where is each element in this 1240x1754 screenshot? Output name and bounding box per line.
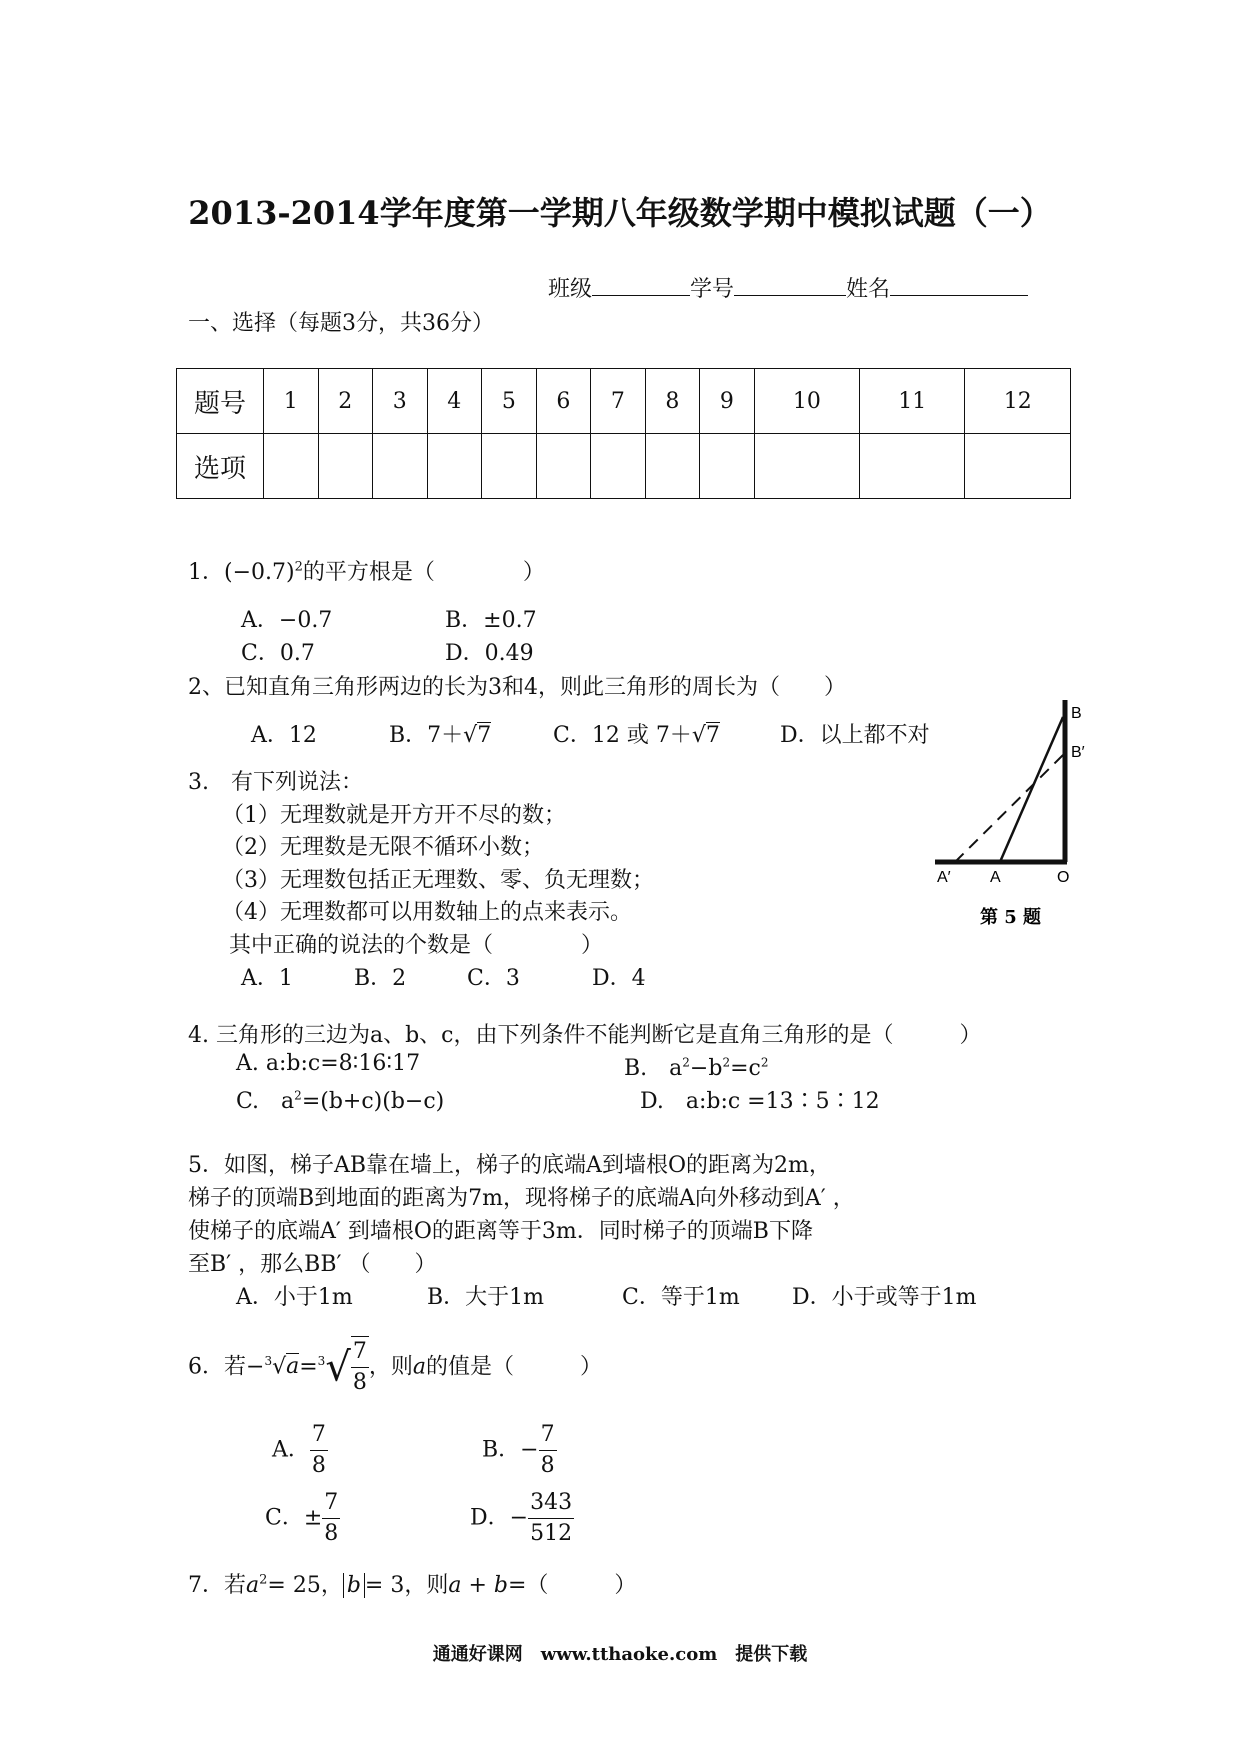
label-b: B — [1071, 705, 1082, 722]
id-label: 学号 — [690, 277, 735, 302]
row-label-number: 题号 — [177, 369, 264, 434]
q2-option-a: A．12 — [251, 723, 317, 748]
q6-option-b — [482, 1420, 557, 1481]
q6-stem-post: ，则 — [368, 1354, 413, 1380]
q3-item-2: （2）无理数是无限不循环小数； — [222, 835, 544, 860]
q6-option-b-sign: − — [520, 1437, 539, 1463]
answer-choice-cell — [318, 434, 373, 499]
q1-stem: 的平方根是（ ） — [302, 560, 545, 585]
answer-choice-cell — [965, 434, 1071, 499]
q7-exp: 2 — [259, 1572, 268, 1588]
question-number-cell: 2 — [318, 369, 373, 434]
q1-option-c: C．0.7 — [241, 641, 315, 666]
frac-den: 8 — [540, 1453, 555, 1478]
q6-option-a — [272, 1420, 328, 1481]
q4-option-a: A. a:b:c=8∶16∶17 — [236, 1051, 421, 1076]
question-number-cell: 3 — [373, 369, 428, 434]
q6-stem-pre: 6．若 — [188, 1354, 246, 1380]
question-1 — [188, 555, 545, 586]
q6-option-c — [265, 1488, 340, 1549]
answer-row-choices — [177, 434, 1071, 499]
question-number-cell: 11 — [860, 369, 965, 434]
q6-option-a-fraction — [310, 1420, 328, 1481]
answer-choice-cell — [373, 434, 428, 499]
answer-row-numbers — [177, 369, 1071, 434]
q6-radicand: a — [286, 1354, 300, 1380]
sqrt-symbol: √ — [463, 723, 478, 748]
q3-option-c: C．3 — [467, 966, 520, 991]
row-label-choice: 选项 — [177, 434, 264, 499]
q6-option-d-label: D． — [470, 1505, 510, 1531]
question-number-cell: 7 — [591, 369, 646, 434]
q5-line-3: 使梯子的底端A′ 到墙根O的距离等于3m．同时梯子的顶端B下降 — [188, 1219, 813, 1244]
q6-option-c-sign: ± — [303, 1505, 323, 1531]
q4-option-b — [624, 1051, 769, 1082]
name-label: 姓名 — [846, 277, 891, 302]
name-blank — [890, 273, 1028, 296]
answer-choice-cell — [700, 434, 755, 499]
question-number-cell: 4 — [427, 369, 482, 434]
ladder-figure — [930, 695, 1100, 945]
id-blank — [734, 273, 846, 296]
q3-option-b: B．2 — [354, 966, 407, 991]
answer-choice-cell — [482, 434, 537, 499]
q7-eq2: = 3，则 — [364, 1573, 449, 1598]
q4-exp: 2 — [722, 1055, 731, 1070]
q6-option-c-label: C． — [265, 1505, 304, 1531]
answer-choice-cell — [645, 434, 700, 499]
q6-option-b-fraction — [539, 1420, 557, 1481]
q3-item-1: （1）无理数就是开方开不尽的数； — [222, 803, 566, 828]
q5-option-b: B．大于1m — [427, 1285, 545, 1310]
q5-line-2: 梯子的顶端B到地面的距离为7m，现将梯子的底端A向外移动到A′ ， — [188, 1186, 855, 1211]
sqrt-symbol: √ — [691, 723, 706, 748]
question-2: 2、已知直角三角形两边的长为3和4，则此三角形的周长为（ ） — [188, 675, 846, 700]
q4-option-b-end: =c — [730, 1056, 761, 1081]
question-number-cell: 8 — [645, 369, 700, 434]
q6-stem-post2: 的值是（ ） — [425, 1354, 602, 1380]
q6-var-a: a — [412, 1354, 426, 1380]
q6-option-b-label: B． — [482, 1437, 521, 1463]
q5-line-4: 至B′ ，那么BB′ （ ） — [188, 1252, 437, 1277]
answer-choice-cell — [264, 434, 319, 499]
q2-option-b-radicand: 7 — [477, 723, 492, 748]
question-number-cell: 10 — [754, 369, 859, 434]
ladder-ab — [1000, 717, 1063, 862]
q4-option-d: D. a:b:c =13∶5∶12 — [640, 1089, 880, 1114]
footer-text: 通通好课网 www.tthaoke.com 提供下载 — [432, 1644, 808, 1665]
label-o: O — [1057, 869, 1070, 886]
q1-option-d: D．0.49 — [445, 641, 534, 666]
q6-frac-den: 8 — [352, 1370, 367, 1396]
cube-root-symbol: √ — [272, 1354, 287, 1380]
q4-option-c — [236, 1084, 444, 1115]
question-number-cell: 5 — [482, 369, 537, 434]
frac-num: 7 — [310, 1420, 328, 1451]
answer-choice-cell — [754, 434, 859, 499]
frac-num: 7 — [539, 1420, 557, 1451]
q4-option-c-text: C. a — [236, 1089, 295, 1114]
q5-line-1: 5．如图，梯子AB靠在墙上，梯子的底端A到墙根O的距离为2m， — [188, 1153, 831, 1178]
question-number-cell: 9 — [700, 369, 755, 434]
q5-option-d: D．小于或等于1m — [792, 1285, 977, 1310]
q4-exp: 2 — [294, 1088, 302, 1103]
q2-option-b-text: B．7＋ — [389, 723, 464, 748]
q6-minus: − — [246, 1354, 265, 1380]
frac-den: 512 — [530, 1521, 573, 1546]
answer-choice-cell — [427, 434, 482, 499]
q7-post: =（ ） — [507, 1573, 637, 1598]
question-4: 4. 三角形的三边为a、b、c，由下列条件不能判断它是直角三角形的是（ ） — [188, 1023, 982, 1048]
question-number-cell: 6 — [536, 369, 591, 434]
answer-choice-cell — [536, 434, 591, 499]
q6-root-index: 3 — [264, 1354, 273, 1368]
answer-choice-cell — [591, 434, 646, 499]
q2-option-c-radicand: 7 — [705, 723, 720, 748]
q3-item-4: （4）无理数都可以用数轴上的点来表示。 — [222, 900, 632, 925]
frac-num: 343 — [528, 1488, 574, 1519]
q6-equals: = — [299, 1354, 318, 1380]
q3-ask: 其中正确的说法的个数是（ ） — [229, 933, 604, 958]
question-number-cell: 12 — [965, 369, 1071, 434]
label-a-prime: A′ — [937, 869, 951, 886]
student-info — [548, 272, 1028, 303]
answer-table — [176, 368, 1071, 499]
q3-item-3: （3）无理数包括正无理数、零、负无理数； — [222, 868, 654, 893]
q1-option-a: A．−0.7 — [241, 608, 333, 633]
question-3: 3. 有下列说法： — [188, 770, 363, 795]
question-6 — [188, 1330, 602, 1398]
q7-var-a: a — [246, 1573, 260, 1598]
q2-option-c-text: C．12 或 7＋ — [553, 723, 692, 748]
frac-num: 7 — [322, 1488, 340, 1519]
label-a: A — [990, 869, 1001, 886]
q6-option-d — [470, 1488, 574, 1549]
q7-pre: 7．若 — [188, 1573, 246, 1598]
q4-option-b-text: B. a — [624, 1056, 683, 1081]
label-b-prime: B′ — [1071, 744, 1085, 761]
q5-option-c: C．等于1m — [622, 1285, 740, 1310]
q7-eq1: = 25， — [267, 1573, 343, 1598]
frac-den: 8 — [324, 1521, 339, 1546]
q1-expression: (−0.7) — [224, 560, 295, 585]
q6-option-d-fraction — [528, 1488, 574, 1549]
q6-fraction — [351, 1336, 369, 1398]
cube-root-symbol-2: √ — [325, 1344, 351, 1391]
section-heading: 一、选择（每题3分，共36分） — [188, 311, 494, 336]
q6-frac-num: 7 — [351, 1337, 369, 1368]
q4-option-b-mid: −b — [689, 1056, 723, 1081]
answer-choice-cell — [860, 434, 965, 499]
class-blank — [592, 273, 690, 296]
q6-option-d-sign: − — [509, 1505, 529, 1531]
figure-caption: 第 5 题 — [980, 907, 1042, 928]
q6-option-c-fraction — [322, 1488, 340, 1549]
q4-exp: 2 — [760, 1055, 769, 1070]
q3-option-d: D．4 — [592, 966, 646, 991]
question-7 — [188, 1568, 636, 1599]
q4-exp: 2 — [682, 1055, 690, 1070]
ladder-a-prime-b-prime — [955, 755, 1063, 862]
q4-option-c-end: =(b+c)(b−c) — [301, 1089, 445, 1114]
q6-root-index-2: 3 — [317, 1354, 326, 1368]
q6-option-a-label: A． — [272, 1437, 310, 1463]
q2-option-d: D．以上都不对 — [780, 723, 930, 748]
q2-option-b — [389, 718, 491, 749]
question-number-cell: 1 — [264, 369, 319, 434]
q3-option-a: A．1 — [241, 966, 293, 991]
class-label: 班级 — [548, 277, 593, 302]
q2-option-c — [553, 718, 720, 749]
q1-number: 1． — [188, 560, 224, 585]
frac-den: 8 — [311, 1453, 326, 1478]
page-title: 2013-2014学年度第一学期八年级数学期中模拟试题（一） — [188, 194, 1052, 232]
q1-exponent: 2 — [294, 559, 303, 575]
q7-abs-b: b — [343, 1573, 365, 1598]
q5-option-a: A．小于1m — [236, 1285, 353, 1310]
q1-option-b: B．±0.7 — [445, 608, 537, 633]
q7-sum: a + b — [448, 1573, 508, 1598]
